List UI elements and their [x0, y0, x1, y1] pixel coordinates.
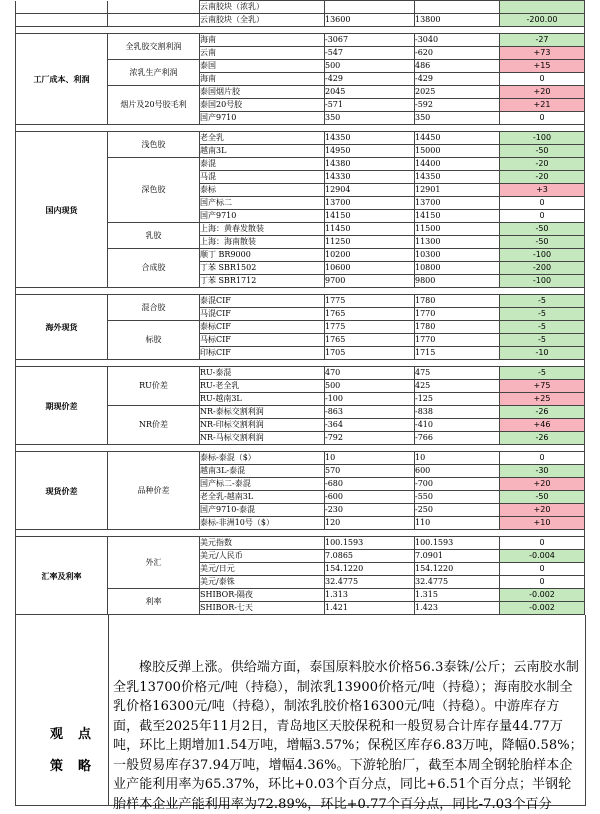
- price-current: 1775: [325, 295, 415, 308]
- item-name: 海南: [200, 34, 325, 47]
- table-row: [16, 34, 585, 47]
- group-name: 乳胶: [108, 223, 200, 249]
- item-name: 泰国20号胶: [200, 99, 325, 112]
- price-current: 570: [325, 465, 415, 478]
- section-spacer: [16, 360, 585, 367]
- change-value: -27: [500, 34, 585, 47]
- price-previous: -620: [415, 47, 500, 60]
- change-value: -5: [500, 295, 585, 308]
- change-value: [500, 1, 585, 14]
- change-value: +73: [500, 47, 585, 60]
- change-value: +25: [500, 393, 585, 406]
- group-name: 深色胶: [108, 158, 200, 223]
- price-previous: 1770: [415, 334, 500, 347]
- price-previous: 14450: [415, 132, 500, 145]
- item-name: 国产9710: [200, 210, 325, 223]
- item-name: 顺丁 BR9000: [200, 249, 325, 262]
- section-spacer: [16, 445, 585, 452]
- price-previous: -700: [415, 478, 500, 491]
- blank-cell: [108, 1, 200, 14]
- item-name: 泰国: [200, 60, 325, 73]
- price-current: -547: [325, 47, 415, 60]
- group-name: 标胶: [108, 321, 200, 360]
- change-value: -30: [500, 465, 585, 478]
- item-name: NR-泰标交割利润: [200, 406, 325, 419]
- price-current: 9700: [325, 275, 415, 288]
- item-name: 印标CIF: [200, 347, 325, 360]
- price-previous: 13700: [415, 197, 500, 210]
- price-previous: -838: [415, 406, 500, 419]
- section-category: 工厂成本、利润: [16, 34, 108, 125]
- item-name: 泰国烟片胶: [200, 86, 325, 99]
- item-name: 泰混: [200, 158, 325, 171]
- item-name: 海南: [200, 73, 325, 86]
- change-value: -100: [500, 132, 585, 145]
- view-strategy-label: [16, 615, 109, 805]
- price-current: -680: [325, 478, 415, 491]
- item-name: 上海：黄春发散装: [200, 223, 325, 236]
- table-row: [16, 452, 585, 465]
- price-current: -429: [325, 73, 415, 86]
- price-previous: 7.0901: [415, 550, 500, 563]
- table-row: [16, 1, 585, 14]
- price-previous: 32.4775: [415, 576, 500, 589]
- price-previous: 1780: [415, 295, 500, 308]
- change-value: -5: [500, 321, 585, 334]
- price-previous: 110: [415, 517, 500, 530]
- table-row: [16, 367, 585, 380]
- change-value: 0: [500, 452, 585, 465]
- price-current: 14380: [325, 158, 415, 171]
- change-value: +21: [500, 99, 585, 112]
- price-current: 1765: [325, 334, 415, 347]
- change-value: -0.002: [500, 589, 585, 602]
- change-value: 0: [500, 197, 585, 210]
- price-previous: -3040: [415, 34, 500, 47]
- item-name: SHIBOR-隔夜: [200, 589, 325, 602]
- price-previous: -550: [415, 491, 500, 504]
- change-value: 0: [500, 112, 585, 125]
- price-previous: -429: [415, 73, 500, 86]
- group-name: 品种价差: [108, 452, 200, 530]
- section-category: 国内现货: [16, 132, 108, 288]
- section-spacer: [16, 27, 585, 34]
- change-value: -10: [500, 347, 585, 360]
- rubber-daily-sheet: [15, 0, 584, 812]
- price-current: -863: [325, 406, 415, 419]
- price-current: 1705: [325, 347, 415, 360]
- item-name: 越南3L-泰混: [200, 465, 325, 478]
- section-category: 汇率及利率: [16, 537, 108, 615]
- price-previous: 10300: [415, 249, 500, 262]
- table-row: [16, 132, 585, 145]
- group-name: RU价差: [108, 367, 200, 406]
- price-current: 14150: [325, 210, 415, 223]
- price-previous: 14400: [415, 158, 500, 171]
- item-name: 老全乳: [200, 132, 325, 145]
- change-value: 0: [500, 563, 585, 576]
- change-value: -50: [500, 145, 585, 158]
- item-name: 云南: [200, 47, 325, 60]
- item-name: 美元/人民币: [200, 550, 325, 563]
- data-table: [15, 0, 585, 615]
- change-value: +20: [500, 504, 585, 517]
- item-name: 国产9710-泰混: [200, 504, 325, 517]
- price-current: 154.1220: [325, 563, 415, 576]
- item-name: SHIBOR-七天: [200, 602, 325, 615]
- change-value: -0.002: [500, 602, 585, 615]
- spacer-cell: [16, 530, 585, 537]
- item-name: 云南胶块（浓乳）: [200, 1, 325, 14]
- change-value: -5: [500, 334, 585, 347]
- item-name: 云南胶块（全乳）: [200, 14, 325, 27]
- item-name: RU-越南3L: [200, 393, 325, 406]
- group-name: 利率: [108, 589, 200, 615]
- price-current: 14350: [325, 132, 415, 145]
- change-value: -0.004: [500, 550, 585, 563]
- price-current: 120: [325, 517, 415, 530]
- item-name: 丁苯 SBR1502: [200, 262, 325, 275]
- price-current: -600: [325, 491, 415, 504]
- section-spacer: [16, 530, 585, 537]
- price-previous: 13800: [415, 14, 500, 27]
- spacer-cell: [16, 445, 585, 452]
- view-label-char: 观: [50, 727, 64, 742]
- price-previous: [415, 1, 500, 14]
- price-previous: 600: [415, 465, 500, 478]
- spacer-cell: [16, 288, 585, 295]
- price-previous: -410: [415, 419, 500, 432]
- price-current: 12904: [325, 184, 415, 197]
- blank-cell: [16, 14, 108, 27]
- price-previous: 154.1220: [415, 563, 500, 576]
- change-value: 0: [500, 537, 585, 550]
- blank-cell: [16, 1, 108, 14]
- item-name: 泰标CIF: [200, 321, 325, 334]
- item-name: NR-马标交割利润: [200, 432, 325, 445]
- change-value: -50: [500, 491, 585, 504]
- item-name: 国产标二: [200, 197, 325, 210]
- group-name: 浅色胶: [108, 132, 200, 158]
- price-current: 10200: [325, 249, 415, 262]
- change-value: -26: [500, 432, 585, 445]
- change-value: +75: [500, 380, 585, 393]
- change-value: +20: [500, 478, 585, 491]
- change-value: -20: [500, 171, 585, 184]
- price-previous: 1715: [415, 347, 500, 360]
- price-current: 500: [325, 60, 415, 73]
- item-name: 国产标二-泰混: [200, 478, 325, 491]
- price-current: [325, 1, 415, 14]
- item-name: 马标CIF: [200, 334, 325, 347]
- price-current: 13700: [325, 197, 415, 210]
- item-name: 马混CIF: [200, 308, 325, 321]
- price-current: 100.1593: [325, 537, 415, 550]
- group-name: 浓乳生产利润: [108, 60, 200, 86]
- spacer-cell: [16, 360, 585, 367]
- item-name: 泰混CIF: [200, 295, 325, 308]
- view-label-char: 点: [78, 727, 92, 742]
- item-name: RU-老全乳: [200, 380, 325, 393]
- price-current: 1.421: [325, 602, 415, 615]
- price-previous: 1.315: [415, 589, 500, 602]
- price-current: 2045: [325, 86, 415, 99]
- item-name: NR-印标交割利润: [200, 419, 325, 432]
- item-name: 老全乳-越南3L: [200, 491, 325, 504]
- price-previous: 1780: [415, 321, 500, 334]
- price-current: -364: [325, 419, 415, 432]
- price-current: 32.4775: [325, 576, 415, 589]
- item-name: 泰标-非洲10号（$）: [200, 517, 325, 530]
- item-name: 上海：海南散装: [200, 236, 325, 249]
- change-value: -50: [500, 236, 585, 249]
- group-name: NR价差: [108, 406, 200, 445]
- item-name: 美元/日元: [200, 563, 325, 576]
- price-current: 470: [325, 367, 415, 380]
- change-value: -100: [500, 249, 585, 262]
- table-row: [16, 295, 585, 308]
- price-current: 10: [325, 452, 415, 465]
- price-current: 1765: [325, 308, 415, 321]
- price-current: 10600: [325, 262, 415, 275]
- item-name: 美元指数: [200, 537, 325, 550]
- price-current: 14330: [325, 171, 415, 184]
- group-name: 合成胶: [108, 249, 200, 288]
- change-value: +20: [500, 86, 585, 99]
- change-value: -5: [500, 308, 585, 321]
- price-previous: 11500: [415, 223, 500, 236]
- price-previous: 425: [415, 380, 500, 393]
- price-previous: 486: [415, 60, 500, 73]
- item-name: 泰标: [200, 184, 325, 197]
- price-current: 500: [325, 380, 415, 393]
- price-current: 1775: [325, 321, 415, 334]
- change-value: -26: [500, 406, 585, 419]
- price-previous: -125: [415, 393, 500, 406]
- item-name: 马混: [200, 171, 325, 184]
- view-strategy-section: [15, 615, 586, 812]
- price-current: 14950: [325, 145, 415, 158]
- change-value: 0: [500, 576, 585, 589]
- price-previous: 475: [415, 367, 500, 380]
- item-name: RU-泰混: [200, 367, 325, 380]
- change-value: +46: [500, 419, 585, 432]
- group-name: 外汇: [108, 537, 200, 589]
- view-label-char: 略: [78, 759, 92, 774]
- price-current: 11450: [325, 223, 415, 236]
- price-current: -230: [325, 504, 415, 517]
- price-current: 13600: [325, 14, 415, 27]
- price-previous: -766: [415, 432, 500, 445]
- item-name: 越南3L: [200, 145, 325, 158]
- item-name: 丁苯 SBR1712: [200, 275, 325, 288]
- price-current: 350: [325, 112, 415, 125]
- item-name: 美元/泰铢: [200, 576, 325, 589]
- group-name: 混合胶: [108, 295, 200, 321]
- change-value: -100: [500, 275, 585, 288]
- spacer-cell: [16, 27, 585, 34]
- section-category: 期现价差: [16, 367, 108, 445]
- price-current: 1.313: [325, 589, 415, 602]
- price-previous: 350: [415, 112, 500, 125]
- group-name: 烟片及20号胶毛利: [108, 86, 200, 125]
- price-previous: 15000: [415, 145, 500, 158]
- change-value: +10: [500, 517, 585, 530]
- price-current: -100: [325, 393, 415, 406]
- price-previous: 100.1593: [415, 537, 500, 550]
- price-current: 11250: [325, 236, 415, 249]
- price-current: -571: [325, 99, 415, 112]
- price-previous: 9800: [415, 275, 500, 288]
- price-previous: 12901: [415, 184, 500, 197]
- change-value: +15: [500, 60, 585, 73]
- group-name: 全乳胶交割利润: [108, 34, 200, 60]
- change-value: -200: [500, 262, 585, 275]
- section-category: 海外现货: [16, 295, 108, 360]
- view-label-char: 策: [50, 759, 64, 774]
- section-category: 现货价差: [16, 452, 108, 530]
- change-value: +3: [500, 184, 585, 197]
- change-value: 0: [500, 210, 585, 223]
- price-previous: 10: [415, 452, 500, 465]
- change-value: -50: [500, 223, 585, 236]
- item-name: 国产9710: [200, 112, 325, 125]
- item-name: 泰标-泰混（$）: [200, 452, 325, 465]
- blank-cell: [108, 14, 200, 27]
- section-spacer: [16, 125, 585, 132]
- change-value: -5: [500, 367, 585, 380]
- price-previous: 2025: [415, 86, 500, 99]
- price-previous: 10800: [415, 262, 500, 275]
- price-previous: -592: [415, 99, 500, 112]
- table-row: [16, 14, 585, 27]
- price-current: -3067: [325, 34, 415, 47]
- view-strategy-text: 橡胶反弹上涨。供给端方面，泰国原料胶水价格56.3泰铢/公斤；云南胶水制全乳13700价格元/吨（持稳），制浓乳13900价格元/吨（持稳）；海南胶水制全乳价格16300元/吨（持稳），制浓乳胶价格16300元/吨（持稳）。中游库存方面，截至2025年11月2日，青岛地区天胶保税和一般贸易合计库存量44.77万吨，环比上期增加1.54万吨，增幅3.57%；保税区库存6.83万吨，降幅0.58%；一般贸易库存37.94万吨，增幅4.36%。下游轮胎厂，截至本周全钢轮胎样本企业产能利用率为65.37%，环比+0.03个百分点，同比+6.51个百分点；半钢轮胎样本企业产能利用率为72.89%，环比+0.77个百分点，同比-7.03个百分: [113, 660, 583, 812]
- section-spacer: [16, 288, 585, 295]
- price-previous: 1.423: [415, 602, 500, 615]
- change-value: -20: [500, 158, 585, 171]
- price-current: 7.0865: [325, 550, 415, 563]
- price-previous: 11300: [415, 236, 500, 249]
- table-row: [16, 537, 585, 550]
- price-previous: 1770: [415, 308, 500, 321]
- price-previous: 14350: [415, 171, 500, 184]
- price-previous: 14150: [415, 210, 500, 223]
- price-previous: -250: [415, 504, 500, 517]
- change-value: -200.00: [500, 14, 585, 27]
- spacer-cell: [16, 125, 585, 132]
- price-current: -792: [325, 432, 415, 445]
- change-value: 0: [500, 73, 585, 86]
